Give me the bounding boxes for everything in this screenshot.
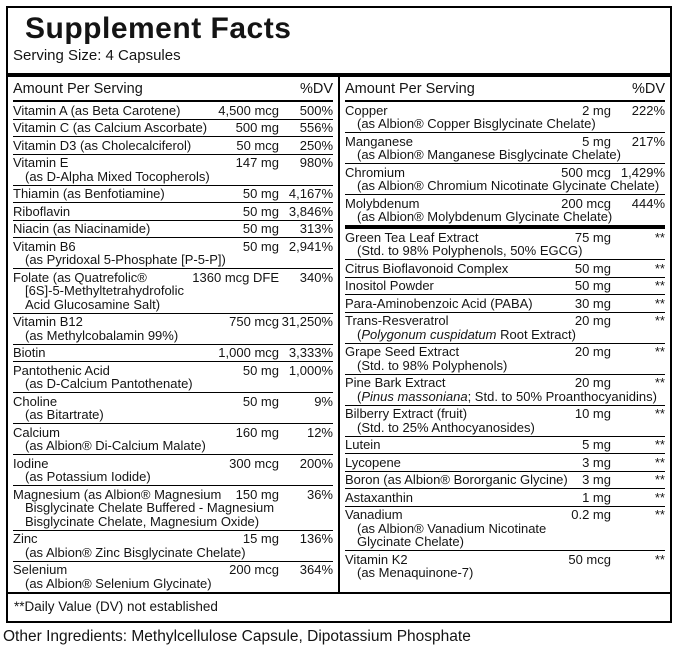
table-row	[13, 220, 333, 238]
table-row	[345, 259, 665, 277]
ingredient-dv: 136%	[299, 531, 333, 546]
table-row-main-line	[345, 314, 665, 328]
nutrient-table-left	[13, 102, 333, 592]
ingredient-name: Niacin (as Niacinamide)	[13, 221, 151, 236]
ingredient-amount: 3 mg	[582, 454, 611, 470]
table-row	[13, 361, 333, 392]
table-row-main-line	[345, 407, 665, 421]
table-row	[345, 102, 665, 132]
table-row-main-line	[345, 438, 665, 452]
ingredient-dv: **	[654, 260, 665, 276]
ingredient-name: Magnesium (as Albion® Magnesium	[13, 486, 222, 502]
table-row-main-line	[13, 271, 333, 285]
table-row	[345, 453, 665, 471]
ingredient-name: Choline	[13, 393, 58, 409]
ingredient-dv: 3,333%	[288, 345, 333, 360]
ingredient-amount: 50 mcg	[568, 551, 611, 567]
nutrient-column-right	[340, 77, 670, 592]
ingredient-name: Lycopene	[345, 454, 401, 470]
table-row-main-line	[345, 135, 665, 149]
ingredient-amount: 20 mg	[574, 375, 611, 390]
ingredient-dv: **	[654, 507, 665, 522]
ingredient-dv: 2,941%	[288, 238, 333, 254]
table-row-main-line	[13, 240, 333, 254]
ingredient-amount: 4,500 mcg	[218, 102, 279, 118]
ingredient-source: (Pinus massoniana; Std. to 50% Proanthocyanidins)	[357, 388, 657, 404]
ingredient-name: Bilberry Extract (fruit)	[345, 406, 468, 421]
ingredient-name: Calcium	[13, 424, 60, 440]
ingredient-dv: 3,846%	[288, 203, 333, 219]
ingredient-amount: 5 mg	[582, 133, 611, 149]
column-header-dv: %DV	[299, 81, 333, 97]
ingredient-source: Bisglycinate Chelate Buffered - Magnesium	[25, 500, 275, 515]
ingredient-source: (Std. to 98% Polyphenols)	[357, 357, 508, 373]
table-row	[13, 344, 333, 362]
table-row	[13, 454, 333, 485]
table-row	[13, 530, 333, 561]
nutrient-columns	[8, 77, 670, 592]
table-row	[345, 436, 665, 454]
table-row-main-line	[345, 491, 665, 505]
ingredient-name: Biotin	[13, 345, 46, 360]
table-row-main-line	[13, 139, 333, 153]
ingredient-dv: 556%	[299, 120, 333, 135]
table-row-main-line	[345, 197, 665, 211]
ingredient-amount: 160 mg	[235, 424, 279, 440]
ingredient-dv: 222%	[631, 102, 665, 118]
ingredient-dv: 4,167%	[288, 186, 333, 201]
table-row	[345, 312, 665, 343]
column-header-amount: Amount Per Serving	[345, 81, 475, 97]
ingredient-name: Vitamin C (as Calcium Ascorbate)	[13, 120, 208, 135]
ingredient-name: Green Tea Leaf Extract	[345, 229, 479, 245]
ingredient-name: Zinc	[13, 531, 38, 546]
ingredient-dv: **	[654, 437, 665, 452]
ingredient-amount: 1360 mcg DFE	[192, 269, 279, 285]
ingredient-name: Citrus Bioflavonoid Complex	[345, 260, 509, 276]
ingredient-source: (as Albion® Vanadium Nicotinate	[357, 520, 547, 536]
table-row-main-line	[345, 297, 665, 311]
ingredient-dv: **	[654, 472, 665, 487]
ingredient-dv: 1,429%	[620, 164, 665, 180]
ingredient-source: (as Bitartrate)	[25, 407, 104, 422]
ingredient-source: Glycinate Chelate)	[357, 534, 464, 549]
column-header	[13, 77, 333, 102]
ingredient-amount: 50 mg	[242, 393, 279, 409]
table-row-main-line	[345, 262, 665, 276]
table-row	[13, 237, 333, 268]
ingredient-dv: 313%	[299, 221, 333, 236]
ingredient-amount: 20 mg	[574, 344, 611, 359]
table-row-main-line	[13, 205, 333, 219]
column-header	[345, 77, 665, 102]
table-row-main-line	[13, 395, 333, 409]
ingredient-source: (as Potassium Iodide)	[25, 469, 151, 484]
ingredient-amount: 500 mcg	[561, 164, 611, 180]
ingredient-dv: 250%	[299, 137, 333, 153]
ingredient-name: Pantothenic Acid	[13, 362, 110, 378]
serving-size: Serving Size: 4 Capsules	[13, 47, 181, 64]
table-row-main-line	[13, 532, 333, 546]
ingredient-dv: **	[654, 278, 665, 293]
ingredient-amount: 0.2 mg	[571, 507, 611, 522]
table-row	[345, 471, 665, 489]
ingredient-name: Grape Seed Extract	[345, 344, 460, 359]
ingredient-amount: 500 mg	[235, 120, 279, 135]
table-row	[13, 136, 333, 154]
ingredient-name: Vitamin A (as Beta Carotene)	[13, 102, 181, 118]
panel-title: Supplement Facts	[25, 12, 292, 45]
ingredient-amount: 50 mg	[574, 278, 611, 293]
table-row	[345, 163, 665, 194]
column-header-amount: Amount Per Serving	[13, 81, 143, 97]
ingredient-source: (as Menaquinone-7)	[357, 565, 474, 580]
table-row	[345, 374, 665, 405]
table-row	[13, 185, 333, 203]
ingredient-amount: 30 mg	[574, 295, 611, 311]
nutrient-column-left	[8, 77, 338, 592]
ingredient-source: (as Albion® Di-Calcium Malate)	[25, 438, 206, 453]
ingredient-dv: 444%	[631, 195, 665, 211]
ingredient-amount: 200 mcg	[561, 195, 611, 211]
ingredient-source: Acid Glucosamine Salt)	[25, 296, 161, 312]
table-row-main-line	[13, 563, 333, 577]
ingredient-amount: 1,000 mcg	[218, 345, 279, 360]
ingredient-amount: 20 mg	[574, 313, 611, 328]
table-row-main-line	[345, 345, 665, 359]
table-row	[13, 313, 333, 344]
ingredient-amount: 50 mg	[574, 260, 611, 276]
ingredient-dv: 364%	[299, 562, 333, 577]
ingredient-name: Manganese	[345, 133, 413, 149]
other-ingredients: Other Ingredients: Methylcellulose Capsule, Dipotassium Phosphate	[3, 627, 471, 645]
table-row-main-line	[345, 456, 665, 470]
ingredient-amount: 50 mg	[242, 238, 279, 254]
table-row-main-line	[13, 222, 333, 236]
table-row	[13, 268, 333, 313]
ingredient-name: Vitamin B6	[13, 238, 76, 254]
ingredient-dv: 12%	[306, 424, 333, 440]
ingredient-source: (as Pyridoxal 5-Phosphate [P-5-P])	[25, 252, 226, 267]
table-row-main-line	[13, 187, 333, 201]
ingredient-source: (Std. to 98% Polyphenols, 50% EGCG)	[357, 243, 583, 258]
ingredient-dv: 9%	[314, 393, 333, 409]
ingredient-source: (as Albion® Selenium Glycinate)	[25, 575, 212, 591]
ingredient-name: Vitamin K2	[345, 551, 408, 567]
ingredient-dv: 31,250%	[281, 314, 333, 329]
table-row	[345, 506, 665, 551]
ingredient-name: Pine Bark Extract	[345, 375, 446, 390]
ingredient-name: Vitamin D3 (as Cholecalciferol)	[13, 137, 192, 153]
ingredient-name: Iodine	[13, 455, 49, 471]
table-row-main-line	[13, 156, 333, 170]
ingredient-dv: **	[654, 375, 665, 390]
ingredient-amount: 5 mg	[582, 437, 611, 452]
ingredient-name: Vitamin B12	[13, 314, 83, 329]
table-row-main-line	[345, 166, 665, 180]
table-row	[345, 194, 665, 225]
ingredient-amount: 300 mcg	[229, 455, 279, 471]
ingredient-amount: 50 mg	[242, 221, 279, 236]
ingredient-name: Trans-Resveratrol	[345, 313, 449, 328]
ingredient-name: Molybdenum	[345, 195, 420, 211]
table-row	[13, 102, 333, 119]
table-row	[345, 225, 665, 259]
ingredient-dv: 200%	[299, 455, 333, 471]
ingredient-source: Bisglycinate Chelate, Magnesium Oxide)	[25, 513, 260, 529]
ingredient-dv: 340%	[299, 269, 333, 285]
table-row-main-line	[13, 364, 333, 378]
table-row-main-line	[345, 279, 665, 293]
ingredient-amount: 10 mg	[574, 406, 611, 421]
ingredient-dv: 500%	[299, 102, 333, 118]
table-row	[345, 294, 665, 312]
ingredient-amount: 147 mg	[235, 155, 279, 170]
ingredient-name: Vanadium	[345, 507, 403, 522]
table-row	[13, 485, 333, 530]
ingredient-amount: 50 mg	[242, 186, 279, 201]
ingredient-amount: 1 mg	[582, 489, 611, 505]
ingredient-amount: 50 mcg	[236, 137, 279, 153]
table-row	[13, 423, 333, 454]
table-row	[345, 405, 665, 436]
table-row	[345, 277, 665, 295]
table-row-main-line	[13, 457, 333, 471]
ingredient-source: (as Methylcobalamin 99%)	[25, 327, 179, 343]
ingredient-name: Thiamin (as Benfotiamine)	[13, 186, 165, 201]
ingredient-amount: 150 mg	[235, 486, 279, 502]
table-row	[13, 119, 333, 137]
table-row-main-line	[13, 121, 333, 135]
table-row	[13, 202, 333, 220]
table-row	[13, 561, 333, 592]
table-row-main-line	[345, 231, 665, 245]
table-row-main-line	[13, 104, 333, 118]
table-row	[345, 343, 665, 374]
ingredient-dv: **	[654, 454, 665, 470]
ingredient-dv: 36%	[306, 486, 333, 502]
ingredient-amount: 15 mg	[242, 531, 279, 546]
ingredient-source: [6S]-5-Methyltetrahydrofolic	[25, 283, 184, 298]
ingredient-source: (as Albion® Zinc Bisglycinate Chelate)	[25, 544, 246, 560]
ingredient-dv: **	[654, 295, 665, 311]
ingredient-dv: **	[654, 406, 665, 421]
ingredient-name: Selenium	[13, 562, 68, 577]
nutrient-table-right	[345, 102, 665, 581]
ingredient-dv: 1,000%	[288, 362, 333, 378]
ingredient-name: Astaxanthin	[345, 489, 413, 505]
table-row-main-line	[13, 488, 333, 502]
ingredient-dv: **	[654, 344, 665, 359]
table-row	[13, 392, 333, 423]
ingredient-name: Riboflavin	[13, 203, 71, 219]
table-row	[345, 132, 665, 163]
table-row-main-line	[345, 553, 665, 567]
ingredient-name: Lutein	[345, 437, 381, 452]
ingredient-name: Copper	[345, 102, 388, 118]
ingredient-name: Boron (as Albion® Bororganic Glycine)	[345, 472, 568, 487]
ingredient-source: (as D-Alpha Mixed Tocopherols)	[25, 168, 210, 184]
ingredient-name: Chromium	[345, 164, 405, 180]
ingredient-source: (as Albion® Copper Bisglycinate Chelate)	[357, 116, 596, 131]
ingredient-amount: 2 mg	[582, 102, 611, 118]
ingredient-amount: 3 mg	[582, 472, 611, 487]
ingredient-amount: 50 mg	[242, 203, 279, 219]
ingredient-source: (as Albion® Chromium Nicotinate Glycinate Chelate)	[357, 178, 660, 193]
ingredient-name: Para-Aminobenzoic Acid (PABA)	[345, 295, 533, 311]
dv-footnote: **Daily Value (DV) not established	[8, 592, 670, 621]
ingredient-source: (as Albion® Molybdenum Glycinate Chelate)	[357, 209, 613, 224]
ingredient-name: Inositol Powder	[345, 278, 434, 293]
ingredient-dv: 217%	[631, 133, 665, 149]
ingredient-amount: 200 mcg	[229, 562, 279, 577]
ingredient-source: (as Albion® Manganese Bisglycinate Chelate)	[357, 147, 621, 162]
table-row-main-line	[345, 473, 665, 487]
ingredient-name: Vitamin E	[13, 155, 69, 170]
table-row-main-line	[13, 426, 333, 440]
column-header-dv: %DV	[631, 81, 665, 97]
ingredient-source: (as D-Calcium Pantothenate)	[25, 376, 193, 391]
table-row	[13, 154, 333, 185]
ingredient-amount: 50 mg	[242, 362, 279, 378]
table-row-main-line	[345, 376, 665, 390]
ingredient-amount: 750 mcg	[229, 314, 279, 329]
ingredient-dv: **	[654, 229, 665, 245]
table-row-main-line	[345, 104, 665, 118]
table-row-main-line	[13, 346, 333, 360]
table-row-main-line	[345, 508, 665, 522]
ingredient-dv: 980%	[299, 155, 333, 170]
table-row	[345, 488, 665, 506]
table-row	[345, 550, 665, 581]
ingredient-source: (Polygonum cuspidatum Root Extract)	[357, 326, 576, 342]
table-row-main-line	[13, 315, 333, 329]
ingredient-source: (Std. to 25% Anthocyanosides)	[357, 419, 535, 435]
ingredient-amount: 75 mg	[574, 229, 611, 245]
ingredient-name: Folate (as Quatrefolic®	[13, 269, 147, 285]
ingredient-dv: **	[654, 313, 665, 328]
ingredient-dv: **	[654, 551, 665, 567]
ingredient-dv: **	[654, 489, 665, 505]
supplement-facts-panel	[6, 6, 672, 623]
